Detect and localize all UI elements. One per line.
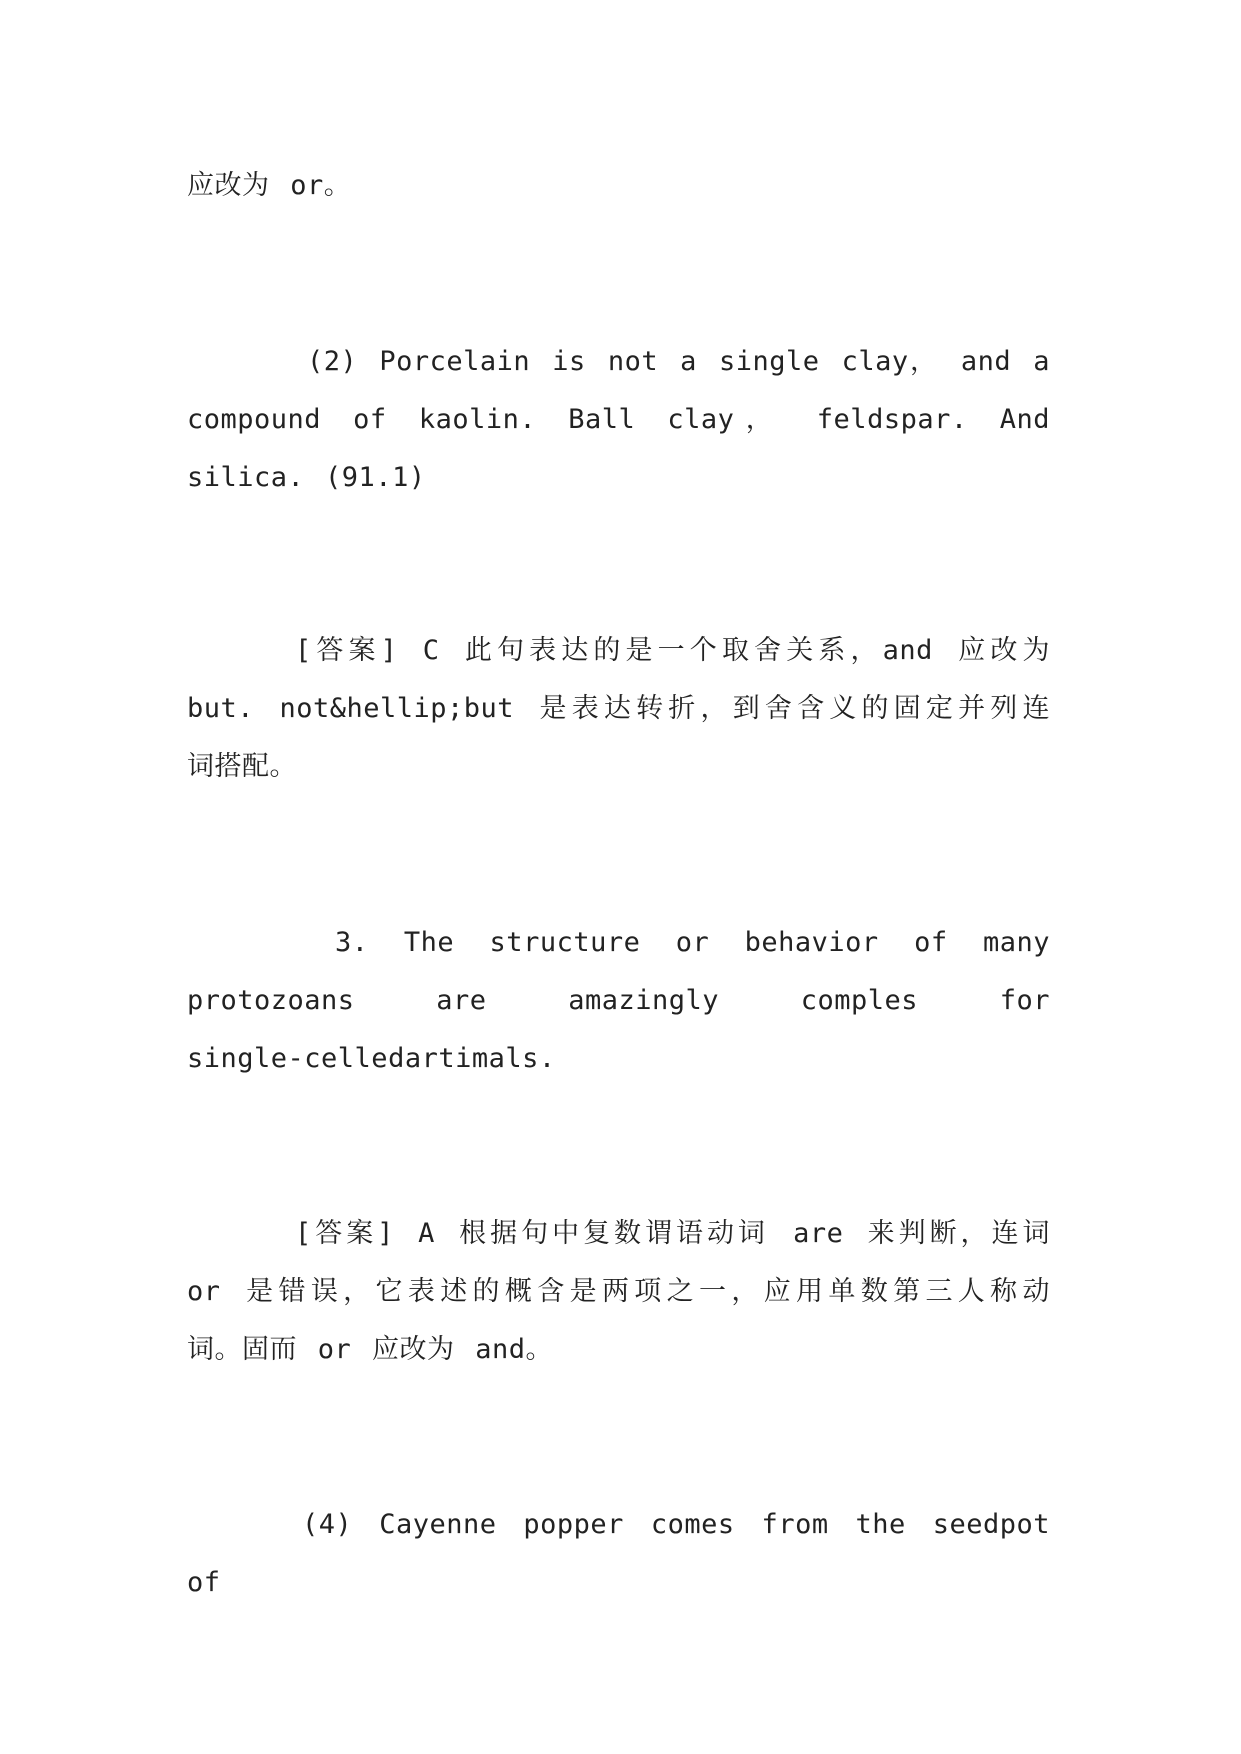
text-line: or 是错误，它表述的概含是两项之一，应用单数第三人称动 (187, 1276, 1050, 1307)
text-line: compound of kaolin. Ball clay， feldspar. And (187, 404, 1050, 435)
paragraph-question-2 (187, 333, 1050, 507)
paragraph-question-3 (187, 914, 1050, 1088)
text-line: 词搭配。 (187, 751, 297, 782)
paragraph-correction-note (187, 157, 1050, 215)
text-line: 词。固而 or 应改为 and。 (187, 1334, 554, 1365)
text-line: [答案] A 根据句中复数谓语动词 are 来判断，连词 (295, 1218, 1050, 1249)
text-line: single-celledartimals. (187, 1043, 556, 1074)
text-line: 3. The structure or behavior of many (335, 927, 1050, 958)
text-line: 应改为 or。 (187, 170, 352, 201)
text-line: [答案] C 此句表达的是一个取舍关系，and 应改为 (295, 635, 1050, 666)
text-line: protozoans are amazingly comples for (187, 985, 1050, 1016)
paragraph-question-4 (187, 1496, 1050, 1612)
text-line: (4) Cayenne popper comes from the seedpot of (187, 1509, 1050, 1598)
paragraph-answer-3 (187, 1205, 1050, 1379)
paragraph-answer-2 (187, 622, 1050, 796)
text-line: but. not&hellip;but 是表达转折，到舍含义的固定并列连 (187, 693, 1050, 724)
text-line: silica. (91.1) (187, 462, 426, 493)
text-line: (2) Porcelain is not a single clay， and a (307, 346, 1050, 377)
